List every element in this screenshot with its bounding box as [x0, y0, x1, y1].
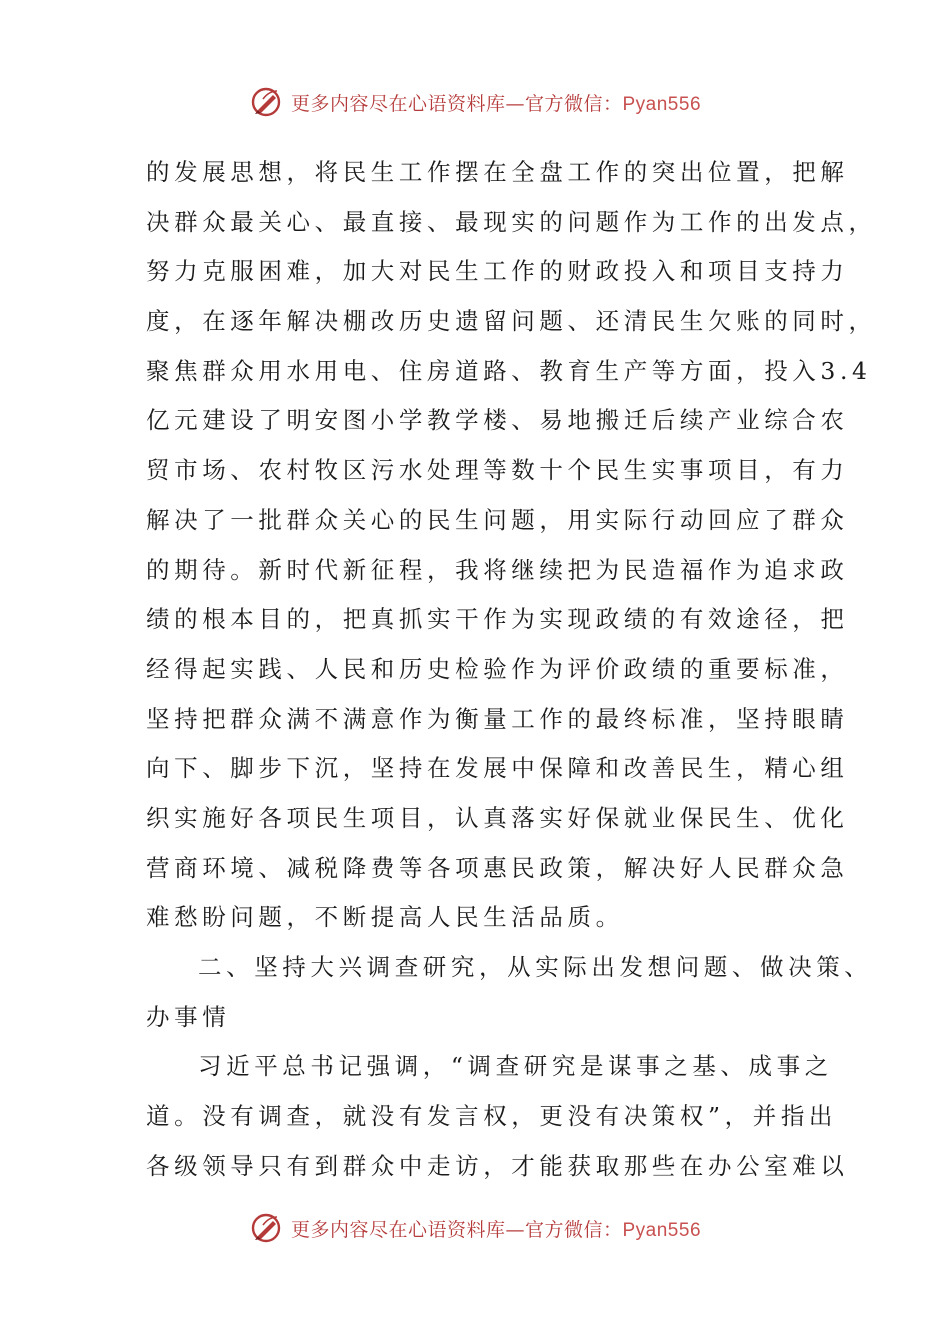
text-line: 营商环境、减税降费等各项惠民政策，解决好人民群众急: [146, 853, 849, 882]
banner-text-cn: 更多内容尽在心语资料库—官方微信：: [290, 92, 623, 115]
text-line: 努力克服困难，加大对民生工作的财政投入和项目支持力: [146, 257, 849, 286]
text-line: 习近平总书记强调，“调查研究是谋事之基、成事之: [198, 1052, 833, 1081]
footer-banner: [0, 1208, 950, 1248]
text-line: 解决了一批群众关心的民生问题，用实际行动回应了群众: [146, 505, 849, 534]
banner-text: [291, 1215, 701, 1242]
text-line: 道。没有调查，就没有发言权，更没有决策权”，并指出: [146, 1102, 838, 1131]
pen-logo-icon: [249, 85, 283, 119]
banner-text: [291, 89, 701, 116]
text-line: 贸市场、农村牧区污水处理等数十个民生实事项目，有力: [146, 456, 849, 485]
document-body: [146, 148, 877, 1191]
text-line: 向下、脚步下沉，坚持在发展中保障和改善民生，精心组: [146, 754, 849, 783]
text-line: 经得起实践、人民和历史检验作为评价政绩的重要标准，: [146, 654, 849, 683]
text-line: 的期待。新时代新征程，我将继续把为民造福作为追求政: [146, 555, 849, 584]
text-line: 难愁盼问题，不断提高人民生活品质。: [146, 903, 624, 932]
text-line: 度，在逐年解决棚改历史遗留问题、还清民生欠账的同时，: [146, 307, 877, 336]
text-line: 的发展思想，将民生工作摆在全盘工作的突出位置，把解: [146, 158, 849, 186]
banner-wechat-id: Pyan556: [622, 93, 702, 115]
banner-wechat-id: Pyan556: [622, 1219, 702, 1241]
text-line: 织实施好各项民生项目，认真落实好保就业保民生、优化: [146, 803, 849, 832]
text-line: 聚焦群众用水用电、住房道路、教育生产等方面，投入3.4: [146, 356, 872, 385]
text-line: 绩的根本目的，把真抓实干作为实现政绩的有效途径，把: [146, 605, 849, 634]
text-line: 决群众最关心、最直接、最现实的问题作为工作的出发点，: [146, 207, 877, 236]
banner-text-cn: 更多内容尽在心语资料库—官方微信：: [290, 1218, 623, 1241]
header-banner: [0, 82, 950, 122]
text-line: 坚持把群众满不满意作为衡量工作的最终标准，坚持眼睛: [146, 704, 849, 733]
section-heading-continued: 办事情: [146, 1002, 231, 1031]
text-line: 各级领导只有到群众中走访，才能获取那些在办公室难以: [146, 1151, 849, 1180]
text-line: 亿元建设了明安图小学教学楼、易地搬迁后续产业综合农: [146, 406, 849, 435]
section-heading: 二、坚持大兴调查研究，从实际出发想问题、做决策、: [198, 953, 873, 981]
pen-logo-icon: [249, 1211, 283, 1245]
